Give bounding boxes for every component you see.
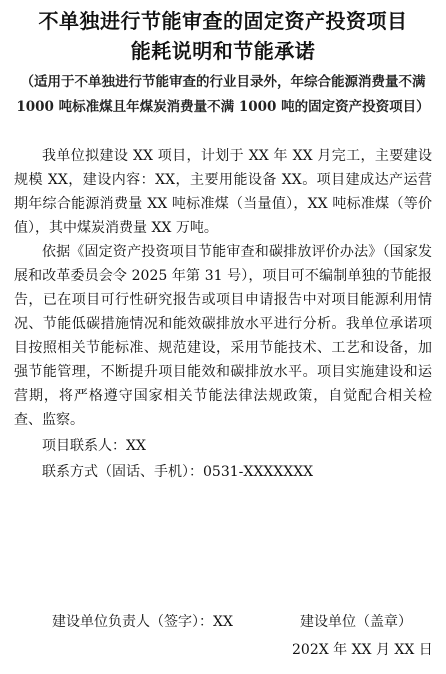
paragraph-commitment: 依据《固定资产投资项目节能审查和碳排放评价办法》（国家发展和改革委员会令 2025 年第 31 号），项目可不编制单独的节能报告，已在项目可行性研究报告或项目申请报告中对项目能源利用情况、节能低碳措施情况和能效碳排放水平进行分析。我单位承诺项目按照相关节能标准、规范建设，采用节能技术、工艺和设备，加强节能管理，不断提升项目能效和碳排放水平。项目实施建设和运营期，将严格遵守国家相关节能法律法规政策，自觉配合相关检查、监察。 — [14, 244, 432, 428]
contact-person: 项目联系人：XX — [42, 438, 146, 454]
document-body — [14, 144, 432, 484]
document-title-line-1: 不单独进行节能审查的固定资产投资项目 — [38, 9, 408, 33]
responsible-signature: 建设单位负责人（签字）：XX — [52, 614, 233, 630]
document-title-line-2: 能耗说明和节能承诺 — [130, 39, 316, 63]
signature-date: 202X 年 XX 月 XX 日 — [292, 642, 433, 658]
paragraph-project-info: 我单位拟建设 XX 项目，计划于 XX 年 XX 月完工，主要建设规模 XX，建设内容：XX，主要用能设备 XX。项目建成达产运营期年综合能源消费量 XX 吨标准煤（当量值），XX 吨标准煤（等价值），其中煤炭消费量 XX 万吨。 — [14, 148, 432, 236]
unit-seal: 建设单位（盖章） — [300, 614, 412, 630]
document-subtitle: （适用于不单独进行节能审查的行业目录外，年综合能源消费量不满 1000 吨标准煤且年煤炭消费量不满 1000 吨的固定资产投资项目） — [16, 74, 430, 115]
contact-method: 联系方式（固话、手机）：0531-XXXXXXX — [42, 464, 314, 480]
